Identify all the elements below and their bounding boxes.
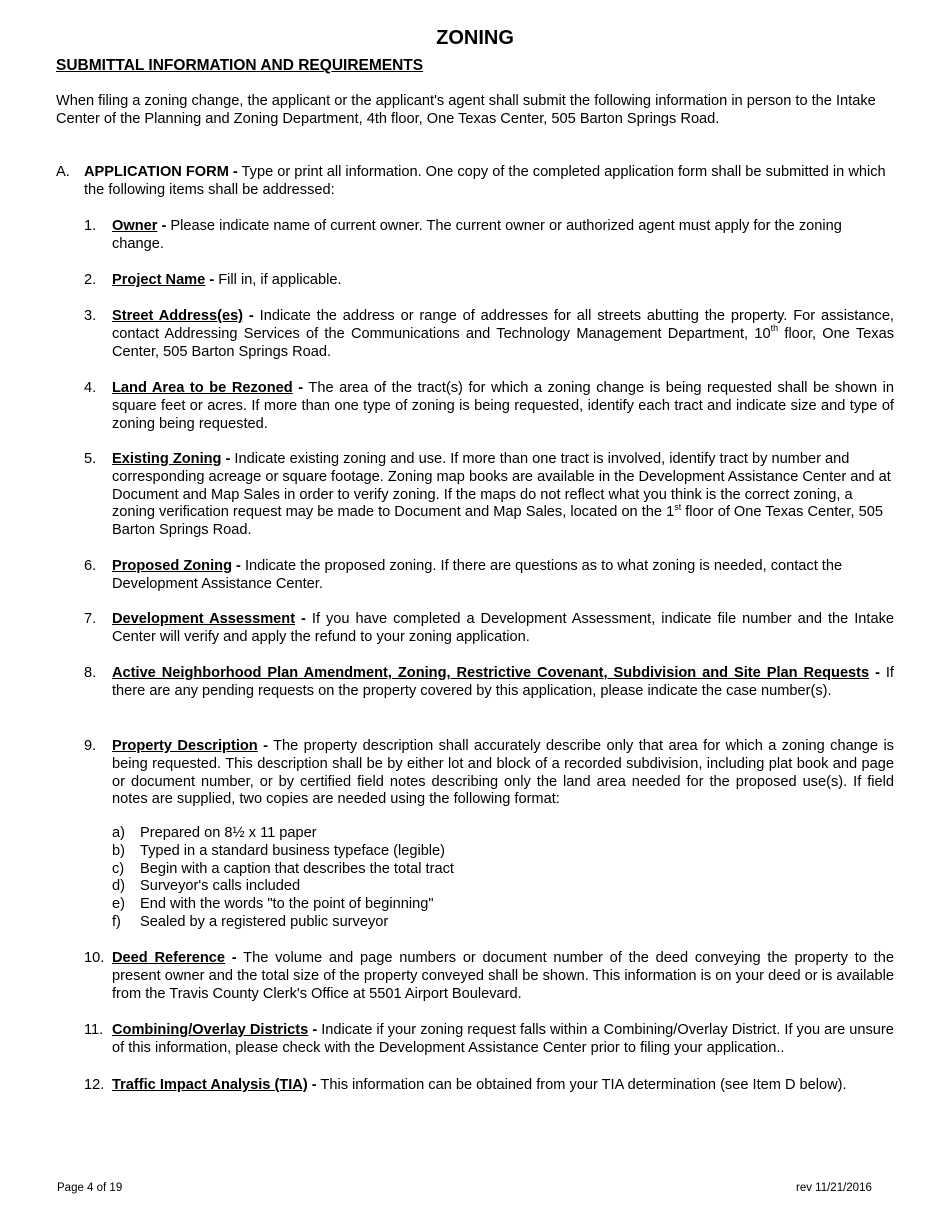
item-text: Indicate the address or range of addresses for all streets abutting the property. For assistance, contact Addressing Services of the Communications and Technology Management Department, 10 (112, 308, 894, 342)
item-label: Street Address(es) (112, 308, 244, 324)
item-number: 8. (84, 665, 97, 681)
item-label: Active Neighborhood Plan Amendment, Zoning, Restrictive Covenant, Subdivision and Site Plan Requests (112, 665, 870, 681)
list-item-land-area (84, 380, 894, 433)
item-dash: - (225, 950, 237, 966)
item-dash: - (257, 738, 268, 754)
item-number: 5. (84, 451, 97, 467)
item-number: 7. (84, 611, 97, 627)
sub-item-letter: b) (112, 842, 125, 859)
item-text: Indicate the proposed zoning. If there are questions as to what zoning is needed, contact the Development Assistance Center. (112, 558, 843, 592)
item-number: 1. (84, 218, 97, 234)
section-a-title: APPLICATION FORM - (84, 164, 238, 180)
item-dash: - (157, 218, 167, 234)
item-number: 9. (84, 738, 97, 754)
list-item-combining-overlay (84, 1022, 894, 1058)
item-label: Combining/Overlay Districts (112, 1022, 309, 1038)
item-dash: - (205, 272, 215, 288)
intro-paragraph: When filing a zoning change, the applicant or the applicant's agent shall submit the following information in person to the Intake Center of the Planning and Zoning Department, 4th floor, One Texas Center, 505 Barton Springs Road. (56, 93, 876, 127)
sub-item-letter: a) (112, 825, 125, 841)
sub-item-text: End with the words "to the point of beginning" (140, 896, 434, 913)
list-item (112, 896, 892, 914)
item-label: Land Area to be Rezoned (112, 380, 293, 396)
item-text-cont: floor, One Texas Center, 505 Barton Springs Road. (112, 325, 894, 360)
list-item-traffic-impact (84, 1077, 894, 1095)
sub-item-letter: d) (112, 878, 125, 895)
list-item-proposed-zoning (84, 558, 894, 594)
list-item-street-address (84, 308, 894, 361)
item-text: Indicate if your zoning request falls within a Combining/Overlay District. If you are unsure of this information, please check with the Development Assistance Center prior to filing your application.. (112, 1022, 894, 1056)
list-item (112, 843, 892, 861)
item-text: This information can be obtained from your TIA determination (see Item D below). (316, 1077, 847, 1093)
page-title: ZONING (436, 27, 514, 49)
item-label: Project Name (112, 272, 206, 288)
list-item-owner (84, 218, 894, 254)
item-label: Proposed Zoning (112, 558, 232, 574)
item-dash: - (295, 611, 306, 627)
item-text: The area of the tract(s) for which a zoning change is being requested shall be shown in square feet or acres. If more than one type of zoning is being requested, identify each tract and indicate size and type of zoning being requested. (112, 380, 895, 432)
list-item (112, 914, 892, 932)
item-dash: - (221, 451, 231, 467)
list-item-active-requests (84, 665, 894, 701)
item-dash: - (232, 558, 241, 574)
list-item-existing-zoning (84, 451, 894, 540)
item-dash: - (308, 1022, 318, 1038)
item-text-cont: floor of One Texas Center, 505 Barton Springs Road. (112, 504, 883, 539)
list-item (112, 825, 892, 843)
item-dash: - (292, 380, 304, 396)
item-label: Development Assessment (112, 611, 296, 627)
item-label: Existing Zoning (112, 451, 222, 467)
item-text: Indicate existing zoning and use. If more than one tract is involved, identify tract by number and corresponding acreage or square footage. Zoning map books are available in the Development Assistance Center and at Document and Map Sales in order to verify zoning. If the maps do not reflect what you think is the correct zoning, a zoning verification request may be made to Document and Map Sales, located on the 1 (112, 451, 891, 521)
item-superscript: st (674, 501, 682, 512)
item-text: Please indicate name of current owner. The current owner or authorized agent must apply for the zoning change. (112, 218, 842, 252)
sub-item-text: Begin with a caption that describes the total tract (140, 860, 454, 877)
item-dash: - (307, 1077, 317, 1093)
item-text: If there are any pending requests on the property covered by this application, please indicate the case number(s). (112, 665, 894, 699)
item-number: 12. (84, 1077, 105, 1093)
list-item-property-description (84, 738, 894, 809)
page-number: Page 4 of 19 (57, 1182, 123, 1194)
item-text: The property description shall accurately describe only that area for which a zoning change is being requested. This description shall be by either lot and block of a recorded subdivision, including plat book and page or document number, or by certified field notes describing only the land area needed for the proposed use(s). If field notes are supplied, two copies are needed using the following format: (112, 738, 894, 808)
item-label: Owner (112, 218, 158, 234)
section-heading: SUBMITTAL INFORMATION AND REQUIREMENTS (56, 57, 424, 74)
list-item (112, 861, 892, 879)
section-a-marker: A. (56, 164, 70, 180)
section-a (56, 164, 894, 200)
sub-item-letter: e) (112, 896, 125, 913)
list-item-project-name (84, 272, 894, 290)
list-item-deed-reference (84, 950, 894, 1003)
item-label: Property Description (112, 738, 258, 754)
sub-item-text: Sealed by a registered public surveyor (140, 913, 389, 930)
sub-item-text: Prepared on 8½ x 11 paper (140, 825, 317, 841)
item-superscript: th (770, 322, 779, 333)
item-label: Traffic Impact Analysis (TIA) (112, 1077, 308, 1093)
item-number: 11. (84, 1022, 104, 1038)
item-number: 3. (84, 308, 97, 324)
item-dash: - (243, 308, 254, 324)
format-sub-list (112, 825, 892, 932)
sub-item-letter: c) (112, 860, 125, 877)
item-text: The volume and page numbers or document number of the deed conveying the property to the present owner and the total size of the property conveyed shall be shown. This information is on your deed or is available from the Travis County Clerk's Office at 5501 Airport Boulevard. (112, 950, 894, 1002)
sub-item-letter: f) (112, 913, 121, 930)
item-text: If you have completed a Development Assessment, indicate file number and the Intake Center will verify and apply the refund to your zoning application. (112, 611, 894, 645)
item-text: Fill in, if applicable. (214, 272, 342, 288)
revision-date: rev 11/21/2016 (796, 1182, 872, 1194)
item-label: Deed Reference (112, 950, 226, 966)
list-item (112, 878, 892, 896)
sub-item-text: Typed in a standard business typeface (legible) (140, 842, 446, 859)
item-dash: - (869, 665, 880, 681)
list-item-development-assessment (84, 611, 894, 647)
item-number: 4. (84, 380, 97, 396)
item-number: 10. (84, 950, 105, 966)
section-a-text: Type or print all information. One copy of the completed application form shall be submitted in which the following items shall be addressed: (84, 164, 886, 198)
sub-item-text: Surveyor's calls included (140, 878, 301, 895)
item-number: 2. (84, 272, 97, 288)
item-number: 6. (84, 558, 97, 574)
